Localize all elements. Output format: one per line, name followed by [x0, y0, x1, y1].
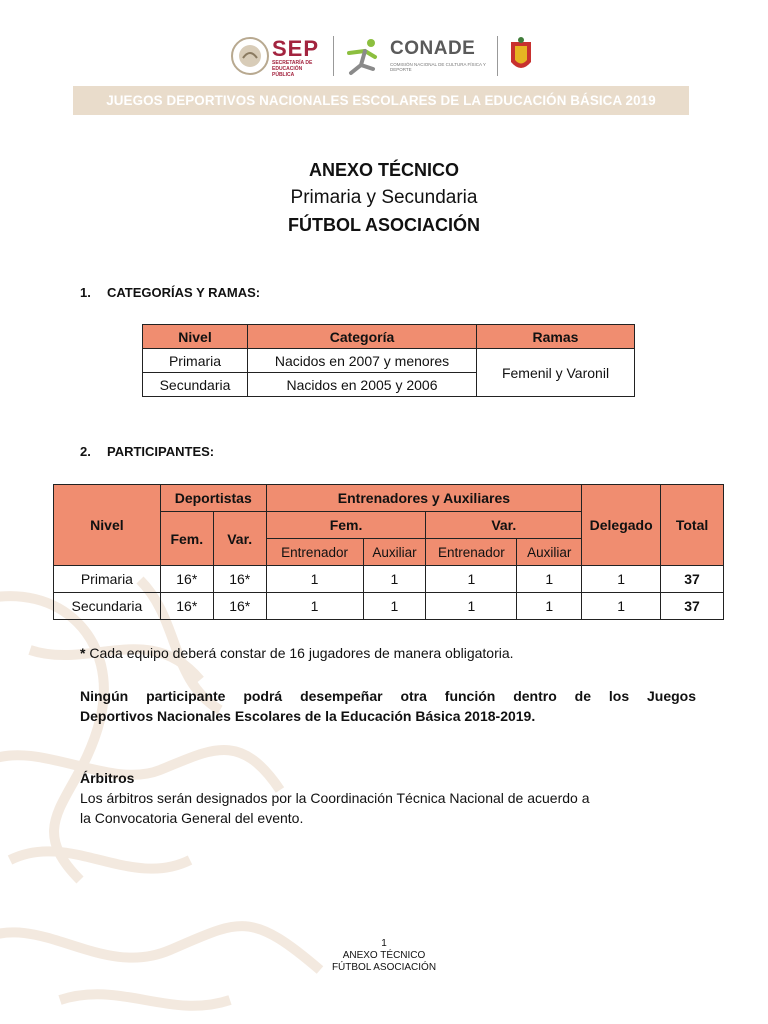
warning-line: Deportivos Nacionales Escolares de la Educación Básica 2018-2019. [80, 708, 536, 724]
cell-ramas: Femenil y Varonil [477, 349, 635, 397]
state-coat-of-arms-icon [508, 36, 534, 76]
cell-categoria: Nacidos en 2007 y menores [248, 349, 477, 373]
cell-delegado: 1 [582, 593, 661, 620]
col-header-ent-var: Var. [426, 512, 582, 539]
event-banner: JUEGOS DEPORTIVOS NACIONALES ESCOLARES DE LA EDUCACIÓN BÁSICA 2019 [73, 86, 689, 115]
cell-categoria: Nacidos en 2005 y 2006 [248, 373, 477, 397]
section-heading [80, 444, 214, 459]
cell-nivel: Primaria [54, 566, 161, 593]
doc-subtitle: Primaria y Secundaria [290, 187, 478, 208]
cell-nivel: Secundaria [143, 373, 248, 397]
col-header-total: Total [661, 485, 724, 566]
cell-fem: 16* [160, 566, 213, 593]
col-header: Categoría [248, 325, 477, 349]
national-seal-icon [230, 36, 270, 76]
table-row [54, 593, 724, 620]
logo-divider [333, 36, 334, 76]
col-header: Ramas [477, 325, 635, 349]
cell-ent-fem: 1 [266, 593, 363, 620]
col-header-nivel: Nivel [54, 485, 161, 566]
cell-delegado: 1 [582, 566, 661, 593]
col-header-delegado: Delegado [582, 485, 661, 566]
cell-ent-var: 1 [426, 566, 517, 593]
footnote-star: * [80, 645, 86, 661]
cell-var: 16* [213, 593, 266, 620]
col-header-entrenador: Entrenador [266, 539, 363, 566]
footer-line: ANEXO TÉCNICO [342, 950, 426, 961]
arbitros-text: Los árbitros serán designados por la Coordinación Técnica Nacional de acuerdo a [80, 790, 590, 806]
conade-logo-subtitle: COMISIÓN NACIONAL DE CULTURA FÍSICA Y DEPORTE [390, 62, 486, 72]
section-label: CATEGORÍAS Y RAMAS: [107, 285, 261, 300]
col-header-ent-fem: Fem. [266, 512, 426, 539]
col-header-entrenadores: Entrenadores y Auxiliares [266, 485, 582, 512]
sport-title: FÚTBOL ASOCIACIÓN [288, 215, 480, 235]
col-header: Nivel [143, 325, 248, 349]
cell-aux-fem: 1 [363, 566, 426, 593]
page-number: 1 [381, 938, 387, 949]
conade-runner-icon [345, 35, 387, 77]
footer-line: FÚTBOL ASOCIACIÓN [331, 962, 437, 973]
col-header-entrenador: Entrenador [426, 539, 517, 566]
footnote [80, 643, 696, 663]
section-number: 1. [80, 285, 91, 300]
table-row [54, 566, 724, 593]
arbitros-heading: Árbitros [80, 770, 135, 786]
sep-logo-text: SEP [272, 36, 320, 61]
section-number: 2. [80, 444, 91, 459]
col-header-auxiliar: Auxiliar [363, 539, 426, 566]
logo-divider [497, 36, 498, 76]
section-label: PARTICIPANTES: [107, 444, 215, 459]
doc-title: ANEXO TÉCNICO [308, 160, 459, 180]
cell-nivel: Primaria [143, 349, 248, 373]
participants-table [53, 484, 724, 620]
footnote-text: Cada equipo deberá constar de 16 jugadores de manera obligatoria. [85, 645, 514, 661]
cell-total: 37 [661, 593, 724, 620]
col-header-var: Var. [213, 512, 266, 566]
conade-logo-text: CONADE [390, 38, 476, 59]
arbitros-text: la Convocatoria General del evento. [80, 810, 304, 826]
cell-fem: 16* [160, 593, 213, 620]
cell-ent-fem: 1 [266, 566, 363, 593]
cell-aux-fem: 1 [363, 593, 426, 620]
warning-line: Ningún participante podrá desempeñar otra función dentro de los Juegos [80, 688, 696, 704]
page-footer [0, 938, 768, 974]
col-header-deportistas: Deportistas [160, 485, 266, 512]
section-heading [80, 285, 260, 300]
col-header-auxiliar: Auxiliar [517, 539, 582, 566]
cell-nivel: Secundaria [54, 593, 161, 620]
cell-ent-var: 1 [426, 593, 517, 620]
cell-total: 37 [661, 566, 724, 593]
cell-aux-var: 1 [517, 593, 582, 620]
header-logos [225, 32, 555, 82]
col-header-fem: Fem. [160, 512, 213, 566]
categories-table [142, 324, 635, 397]
sep-logo-subtitle: SECRETARÍA DE EDUCACIÓN PÚBLICA [272, 60, 313, 78]
table-row [143, 349, 635, 373]
cell-aux-var: 1 [517, 566, 582, 593]
cell-var: 16* [213, 566, 266, 593]
